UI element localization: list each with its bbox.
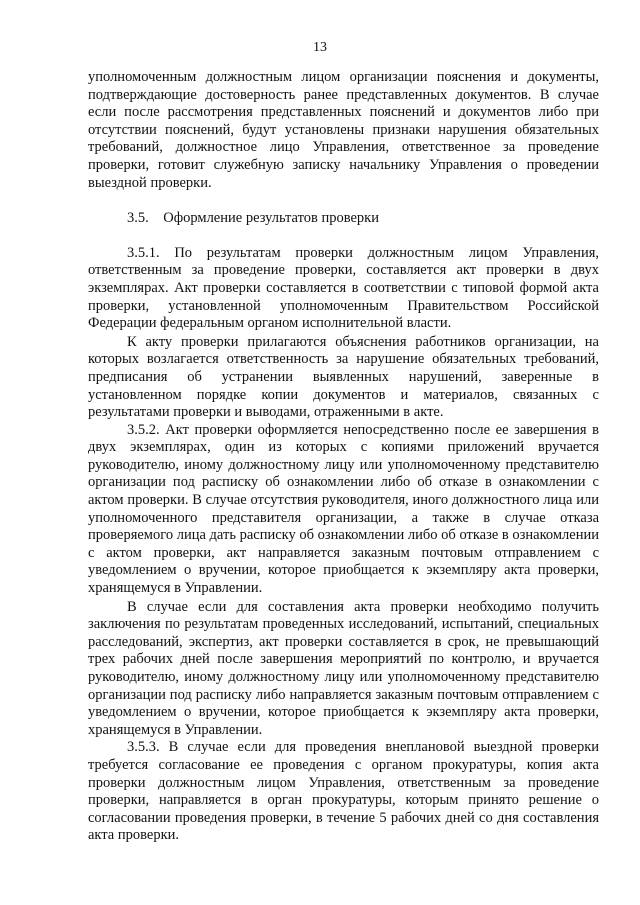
paragraph-3-5-1: 3.5.1. По результатам проверки должностным лицом Управления, ответственным за проведение проверки, составляется акт проверки в двух экземплярах. Акт проверки составляется в соответствии с типовой формой акта проверки, установленной уполномоченным Правительством Российской Федерации федеральным органом исполнительной власти.: [88, 244, 599, 332]
document-body: [88, 69, 599, 845]
paragraph-attachments: К акту проверки прилагаются объяснения работников организации, на которых возлагается ответственность за нарушение обязательных требований, предписания об устранении выявленных нарушений, заверенные в установленном порядке копии документов и материалов, связанных с результатами проверки и выводами, отраженными в акте.: [88, 333, 599, 421]
paragraph-3-5-3: 3.5.3. В случае если для проведения внеплановой выездной проверки требуется согласование ее проведения с органом прокуратуры, копия акта проверки должностным лицом Управления, ответственным за проведение проверки, направляется в орган прокуратуры, которым принято решение о согласовании проведения проверки, в течение 5 рабочих дней со дня составления акта проверки.: [88, 739, 599, 844]
paragraph-continuation: уполномоченным должностным лицом организации пояснения и документы, подтверждающие достоверность ранее представленных документов. В случае если после рассмотрения представленных пояснений и документов либо при отсутствии пояснений, будут установлены признаки нарушения обязательных требований, должностное лицо Управления, ответственное за проведение проверки, готовит служебную записку начальнику Управления о проведении выездной проверки.: [88, 69, 599, 191]
paragraph-expertise: В случае если для составления акта проверки необходимо получить заключения по результатам проведенных исследований, испытаний, специальных расследований, экспертиз, акт проверки составляется в срок, не превышающий трех рабочих дней после завершения мероприятий по контролю, и вручается руководителю, иному должностному лицу или уполномоченному представителю организации под расписку либо направляется заказным почтовым отправлением с уведомлением о вручении, которое приобщается к экземпляру акта проверки, хранящемуся в Управлении.: [88, 598, 599, 738]
page-number: 13: [313, 40, 327, 55]
section-heading-3-5: 3.5. Оформление результатов проверки: [127, 210, 379, 227]
paragraph-3-5-2: 3.5.2. Акт проверки оформляется непосредственно после ее завершения в двух экземплярах, один из которых с копиями приложений вручается руководителю, иному должностному лицу или уполномоченному представителю организации под расписку об ознакомлении либо об отказе в ознакомлении с актом проверки. В случае отсутствия руководителя, иного должностного лица или уполномоченного представителя организации, а также в случае отказа проверяемого лица дать расписку об ознакомлении либо об отказе в ознакомлении с актом проверки, акт направляется заказным почтовым отправлением с уведомлением о вручении, которое приобщается к экземпляру акта проверки, хранящемуся в Управлении.: [88, 421, 599, 597]
